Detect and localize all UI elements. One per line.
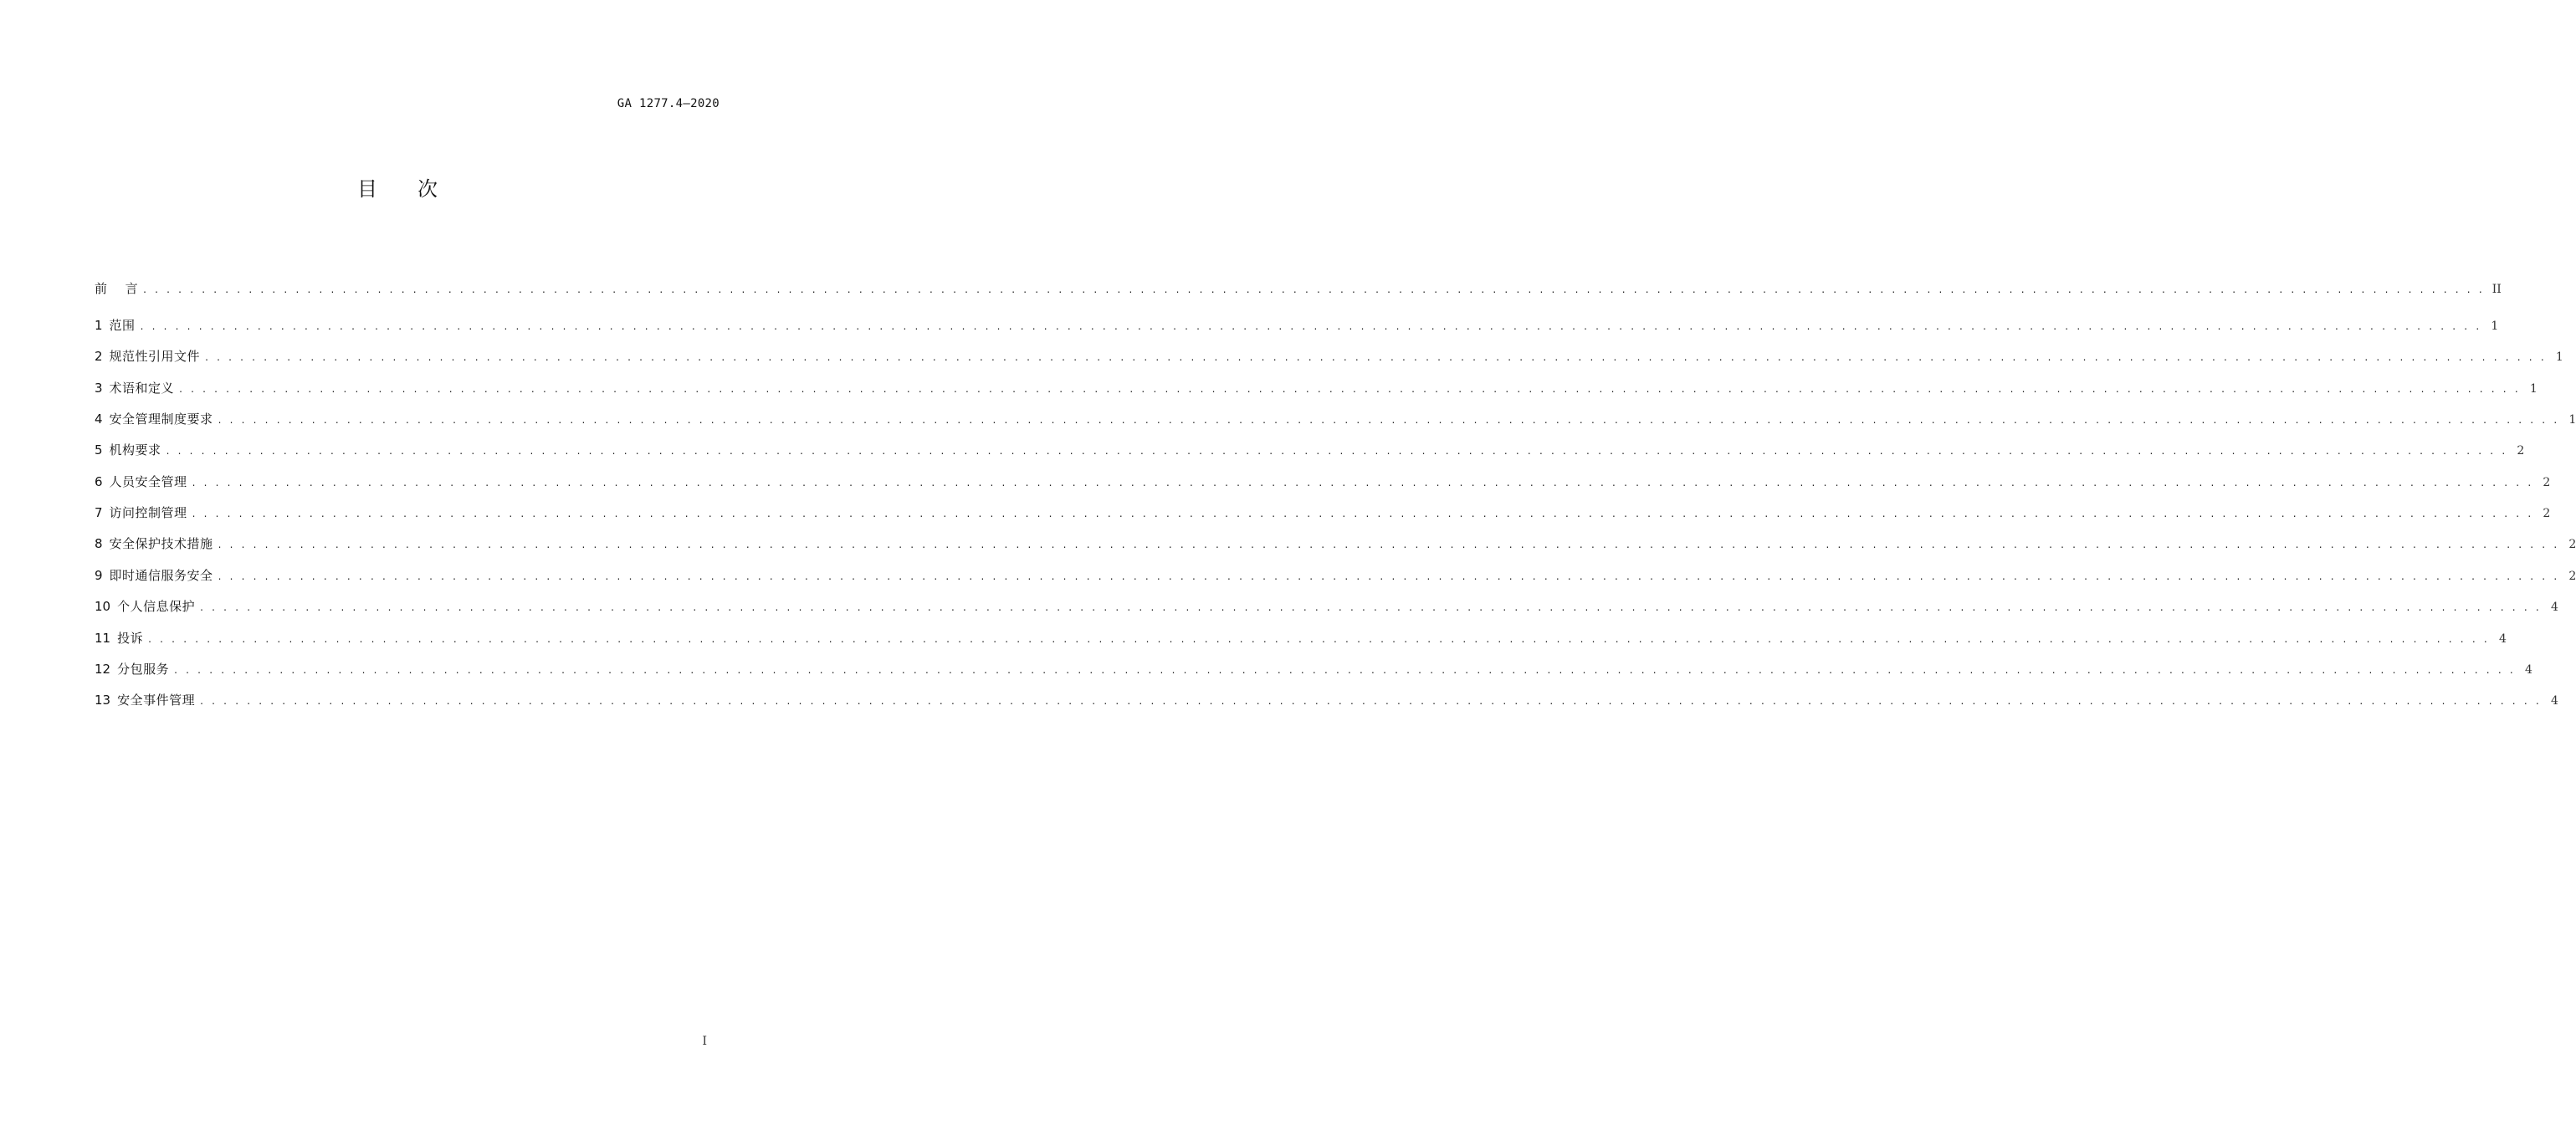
toc-entry-number: 11 (95, 631, 111, 646)
toc-entry[interactable] (95, 441, 2525, 464)
toc-entry[interactable] (95, 410, 2576, 433)
toc-dot-leader: . . . . . . . . . . . . . . . . . . . . . . . . . . . . . . . . . . . . . . . . . . . . . . . . . . . . . . . . . . . . . . . . . . . . . . . . . . . . . . . . . . . . . . . . . . . . . . . . . . . . . . . . . . . . . . . . . . . . . . . . . . . . . . . . . . . . . . . . . . . . . . . . . . . . . . . . . . . . . . . . . . . . . . . . . . . . . . . . . . . . . . . . . . . . . . . . . . . . . . . . (218, 570, 2560, 582)
document-code: GA 1277.4—2020 (617, 97, 720, 110)
toc-entry-number: 3 (95, 381, 103, 396)
toc-entry-page: 2 (2543, 476, 2551, 489)
toc-entry-number: 2 (95, 349, 103, 364)
toc-entry-number: 4 (95, 412, 103, 427)
toc-dot-leader: . . . . . . . . . . . . . . . . . . . . . . . . . . . . . . . . . . . . . . . . . . . . . . . . . . . . . . . . . . . . . . . . . . . . . . . . . . . . . . . . . . . . . . . . . . . . . . . . . . . . . . . . . . . . . . . . . . . . . . . . . . . . . . . . . . . . . . . . . . . . . . . . . . . . . . . . . . . . . . . . . . . . . . . . . . . . . . . . . . . . . . . . . . . . . . . . . . . . . . . . (192, 477, 2534, 488)
toc-entry-number: 12 (95, 662, 111, 677)
toc-entry-page: 2 (2517, 444, 2525, 458)
toc-entry[interactable] (95, 534, 2576, 558)
toc-entry[interactable] (95, 691, 2558, 714)
toc-entry[interactable] (95, 504, 2551, 527)
toc-entry-label: 分包服务 (117, 662, 170, 677)
toc-entry-label: 机构要求 (109, 442, 161, 458)
toc-entry[interactable] (95, 597, 2558, 621)
toc-entry-label: 安全事件管理 (117, 693, 196, 708)
toc-entry-number: 5 (95, 442, 103, 458)
toc-entry[interactable] (95, 379, 2538, 402)
toc-entry-label: 规范性引用文件 (109, 349, 201, 364)
toc-entry[interactable] (95, 629, 2507, 652)
toc-dot-leader: . . . . . . . . . . . . . . . . . . . . . . . . . . . . . . . . . . . . . . . . . . . . . . . . . . . . . . . . . . . . . . . . . . . . . . . . . . . . . . . . . . . . . . . . . . . . . . . . . . . . . . . . . . . . . . . . . . . . . . . . . . . . . . . . . . . . . . . . . . . . . . . . . . . . . . . . . . . . . . . . . . . . . . . . . . . . . . . . . . . . . . . . . . . . . . . . . . . . . . . . (200, 601, 2542, 613)
toc-entry-number: 13 (95, 693, 111, 708)
toc-entry-page: 2 (2543, 507, 2551, 520)
toc-entry-page: 2 (2568, 570, 2576, 583)
toc-dot-leader: . . . . . . . . . . . . . . . . . . . . . . . . . . . . . . . . . . . . . . . . . . . . . . . . . . . . . . . . . . . . . . . . . . . . . . . . . . . . . . . . . . . . . . . . . . . . . . . . . . . . . . . . . . . . . . . . . . . . . . . . . . . . . . . . . . . . . . . . . . . . . . . . . . . . . . . . . . . . . . . . . . . . . . . . . . . . . . . . . . . . . . . . . . . . . . . . . . . . . . . . (140, 320, 2482, 332)
toc-entry[interactable] (95, 347, 2563, 371)
toc-entry-label: 即时通信服务安全 (109, 568, 213, 583)
toc-entry-number: 1 (95, 318, 103, 333)
toc-entry-page: 4 (2524, 663, 2532, 677)
toc-dot-leader: . . . . . . . . . . . . . . . . . . . . . . . . . . . . . . . . . . . . . . . . . . . . . . . . . . . . . . . . . . . . . . . . . . . . . . . . . . . . . . . . . . . . . . . . . . . . . . . . . . . . . . . . . . . . . . . . . . . . . . . . . . . . . . . . . . . . . . . . . . . . . . . . . . . . . . . . . . . . . . . . . . . . . . . . . . . . . . . . . . . . . . . . . . . . . . . . . . . . . . . . (218, 414, 2560, 426)
toc-entry-number: 6 (95, 474, 103, 489)
toc-dot-leader: . . . . . . . . . . . . . . . . . . . . . . . . . . . . . . . . . . . . . . . . . . . . . . . . . . . . . . . . . . . . . . . . . . . . . . . . . . . . . . . . . . . . . . . . . . . . . . . . . . . . . . . . . . . . . . . . . . . . . . . . . . . . . . . . . . . . . . . . . . . . . . . . . . . . . . . . . . . . . . . . . . . . . . . . . . . . . . . . . . . . . . . . . . . . . . . . . . . . . . . . (205, 351, 2547, 363)
toc-entry[interactable] (95, 473, 2551, 496)
toc-entry[interactable] (95, 316, 2499, 340)
toc-dot-leader: . . . . . . . . . . . . . . . . . . . . . . . . . . . . . . . . . . . . . . . . . . . . . . . . . . . . . . . . . . . . . . . . . . . . . . . . . . . . . . . . . . . . . . . . . . . . . . . . . . . . . . . . . . . . . . . . . . . . . . . . . . . . . . . . . . . . . . . . . . . . . . . . . . . . . . . . . . . . . . . . . . . . . . . . . . . . . . . . . . . . . . . . . . . . . . . . . . . . . . . . (218, 539, 2560, 550)
toc-dot-leader: . . . . . . . . . . . . . . . . . . . . . . . . . . . . . . . . . . . . . . . . . . . . . . . . . . . . . . . . . . . . . . . . . . . . . . . . . . . . . . . . . . . . . . . . . . . . . . . . . . . . . . . . . . . . . . . . . . . . . . . . . . . . . . . . . . . . . . . . . . . . . . . . . . . . . . . . . . . . . . . . . . . . . . . . . . . . . . . . . . . . . . . . . . . . . . . . . . . . . . . . (148, 633, 2490, 645)
toc-entry-label: 人员安全管理 (109, 474, 187, 489)
toc-entry-label: 术语和定义 (109, 381, 175, 396)
footer-page-number: I (702, 1035, 707, 1048)
toc-entry-number: 8 (95, 536, 103, 551)
toc-dot-leader: . . . . . . . . . . . . . . . . . . . . . . . . . . . . . . . . . . . . . . . . . . . . . . . . . . . . . . . . . . . . . . . . . . . . . . . . . . . . . . . . . . . . . . . . . . . . . . . . . . . . . . . . . . . . . . . . . . . . . . . . . . . . . . . . . . . . . . . . . . . . . . . . . . . . . . . . . . . . . . . . . . . . . . . . . . . . . . . . . . . . . . . . . . . . . . . . . . . . . . . . (179, 383, 2521, 395)
toc-entry-page: II (2491, 283, 2502, 296)
toc-dot-leader: . . . . . . . . . . . . . . . . . . . . . . . . . . . . . . . . . . . . . . . . . . . . . . . . . . . . . . . . . . . . . . . . . . . . . . . . . . . . . . . . . . . . . . . . . . . . . . . . . . . . . . . . . . . . . . . . . . . . . . . . . . . . . . . . . . . . . . . . . . . . . . . . . . . . . . . . . . . . . . . . . . . . . . . . . . . . . . . . . . . . . . . . . . . . . . . . . . . . . . . . (200, 695, 2542, 707)
toc-entry[interactable] (95, 660, 2532, 683)
toc-entry-label: 前 言 (95, 281, 139, 296)
toc-entry-page: 1 (2529, 382, 2538, 396)
toc-entry-page: 4 (2550, 601, 2558, 614)
toc-entry-page: 4 (2498, 632, 2507, 646)
toc-dot-leader: . . . . . . . . . . . . . . . . . . . . . . . . . . . . . . . . . . . . . . . . . . . . . . . . . . . . . . . . . . . . . . . . . . . . . . . . . . . . . . . . . . . . . . . . . . . . . . . . . . . . . . . . . . . . . . . . . . . . . . . . . . . . . . . . . . . . . . . . . . . . . . . . . . . . . . . . . . . . . . . . . . . . . . . . . . . . . . . . . . . . . . . . . . . . . . . . . . . . . . . . (192, 508, 2534, 519)
toc-entry[interactable] (95, 279, 2502, 303)
toc-entry-label: 个人信息保护 (117, 599, 196, 614)
toc-entry-label: 访问控制管理 (109, 505, 187, 520)
toc-dot-leader: . . . . . . . . . . . . . . . . . . . . . . . . . . . . . . . . . . . . . . . . . . . . . . . . . . . . . . . . . . . . . . . . . . . . . . . . . . . . . . . . . . . . . . . . . . . . . . . . . . . . . . . . . . . . . . . . . . . . . . . . . . . . . . . . . . . . . . . . . . . . . . . . . . . . . . . . . . . . . . . . . . . . . . . . . . . . . . . . . . . . . . . . . . . . . . . . . . . . . . . . (143, 284, 2485, 295)
toc-entry-page: 4 (2550, 694, 2558, 708)
toc-entry-number: 9 (95, 568, 103, 583)
toc-entry-label: 安全管理制度要求 (109, 412, 213, 427)
toc-title: 目次 (357, 177, 478, 201)
toc-entry-page: 1 (2568, 413, 2576, 427)
toc-dot-leader: . . . . . . . . . . . . . . . . . . . . . . . . . . . . . . . . . . . . . . . . . . . . . . . . . . . . . . . . . . . . . . . . . . . . . . . . . . . . . . . . . . . . . . . . . . . . . . . . . . . . . . . . . . . . . . . . . . . . . . . . . . . . . . . . . . . . . . . . . . . . . . . . . . . . . . . . . . . . . . . . . . . . . . . . . . . . . . . . . . . . . . . . . . . . . . . . . . . . . . . . (166, 445, 2508, 457)
toc-entry-label: 投诉 (117, 631, 144, 646)
toc-dot-leader: . . . . . . . . . . . . . . . . . . . . . . . . . . . . . . . . . . . . . . . . . . . . . . . . . . . . . . . . . . . . . . . . . . . . . . . . . . . . . . . . . . . . . . . . . . . . . . . . . . . . . . . . . . . . . . . . . . . . . . . . . . . . . . . . . . . . . . . . . . . . . . . . . . . . . . . . . . . . . . . . . . . . . . . . . . . . . . . . . . . . . . . . . . . . . . . . . . . . . . . . (174, 664, 2516, 676)
toc-entry-page: 1 (2491, 320, 2499, 333)
toc-entry-number: 10 (95, 599, 111, 614)
toc-entry-page: 1 (2555, 350, 2563, 364)
toc-entry-label: 安全保护技术措施 (109, 536, 213, 551)
toc-entry[interactable] (95, 566, 2576, 590)
toc-entry-page: 2 (2568, 538, 2576, 551)
toc-entry-number: 7 (95, 505, 103, 520)
toc-entry-label: 范围 (109, 318, 136, 333)
